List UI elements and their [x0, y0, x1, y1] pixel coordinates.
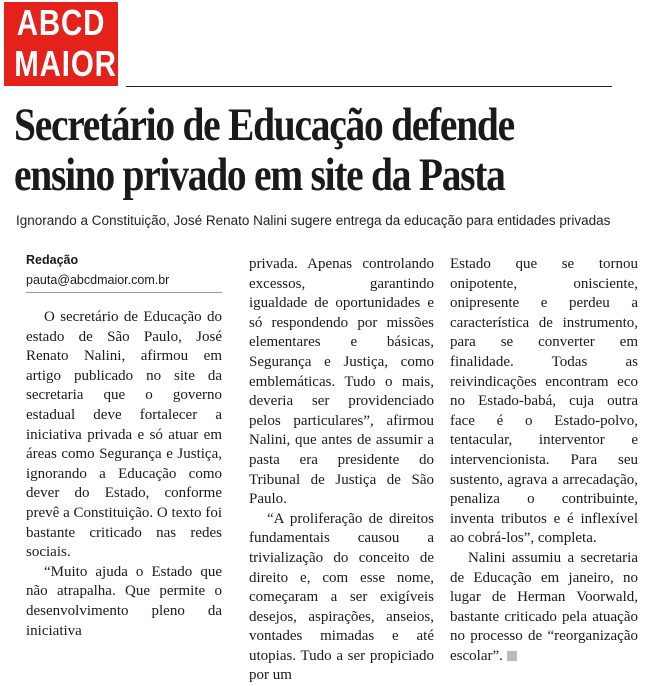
byline-author: Redação: [26, 253, 79, 267]
headline: [14, 100, 634, 200]
header-rule: [126, 86, 612, 87]
text-column-3: [450, 255, 638, 666]
paragraph: “A proliferação de direitos fundamentais causou a trivialização do conceito de direito e, com esse nome, começaram a ser exigíveis desejos, aspirações, anseios, vontades mimadas e até utopias. Tudo a ser propiciado por um: [249, 510, 434, 684]
paragraph: Estado que se tornou onipotente, onisciente, onipresente e perdeu a característica de instrumento, para se converter em finalidade. Todas as reivindicações encontram eco no Estado-babá, cuja outra face é o Estado-polvo, tentacular, interventor e intervencionista. Para seu sustento, agrava a arrecadação, penaliza o contribuinte, inventa tributos e é inflexível ao cobrá-los”, completa.: [450, 256, 638, 547]
text-column-2: [249, 255, 434, 686]
subheadline: Ignorando a Constituição, José Renato Nalini sugere entrega da educação para entidades privadas: [16, 213, 611, 228]
paragraph-last: [450, 549, 638, 667]
byline-rule: [26, 292, 222, 293]
byline: [26, 252, 169, 289]
headline-line-2: ensino privado em site da Pasta: [14, 149, 505, 201]
end-of-article-mark: [507, 651, 517, 661]
logo-line-2: MAIOR: [14, 43, 117, 84]
paragraph: “Muito ajuda o Estado que não atrapalha. Que permite o desenvolvimento pleno da iniciativa: [26, 563, 222, 639]
byline-email[interactable]: pauta@abcdmaior.com.br: [26, 273, 170, 287]
paragraph: O secretário de Educação do estado de São Paulo, José Renato Nalini, afirmou em artigo publicado no site da secretaria que o governo estadual deve fortalecer a iniciativa privada e só atuar em áreas como Segurança e Justiça, ignorando a Educação como dever do Estado, conforme prevê a Constituição. O texto foi bastante criticado nas redes sociais.: [26, 309, 222, 561]
paragraph: privada. Apenas controlando excessos, garantindo igualdade de oportunidades e só respondendo por missões elementares e básicas, Segurança e Justiça, como emblemáticas. Tudo o mais, deveria ser providenciado pelos particulares”, afirmou Nalini, que antes de assumir a pasta era presidente do Tribunal de Justiça de São Paulo.: [249, 256, 434, 508]
logo-line-1: ABCD: [16, 2, 106, 43]
headline-line-1: Secretário de Educação defende: [14, 99, 514, 151]
paragraph-text: Nalini assumiu a secretaria de Educação em janeiro, no lugar de Herman Voorwald, bastante criticado pela atuação no processo de “reorganização escolar”.: [450, 549, 638, 664]
logo: [4, 2, 118, 86]
text-column-1: [26, 308, 222, 641]
